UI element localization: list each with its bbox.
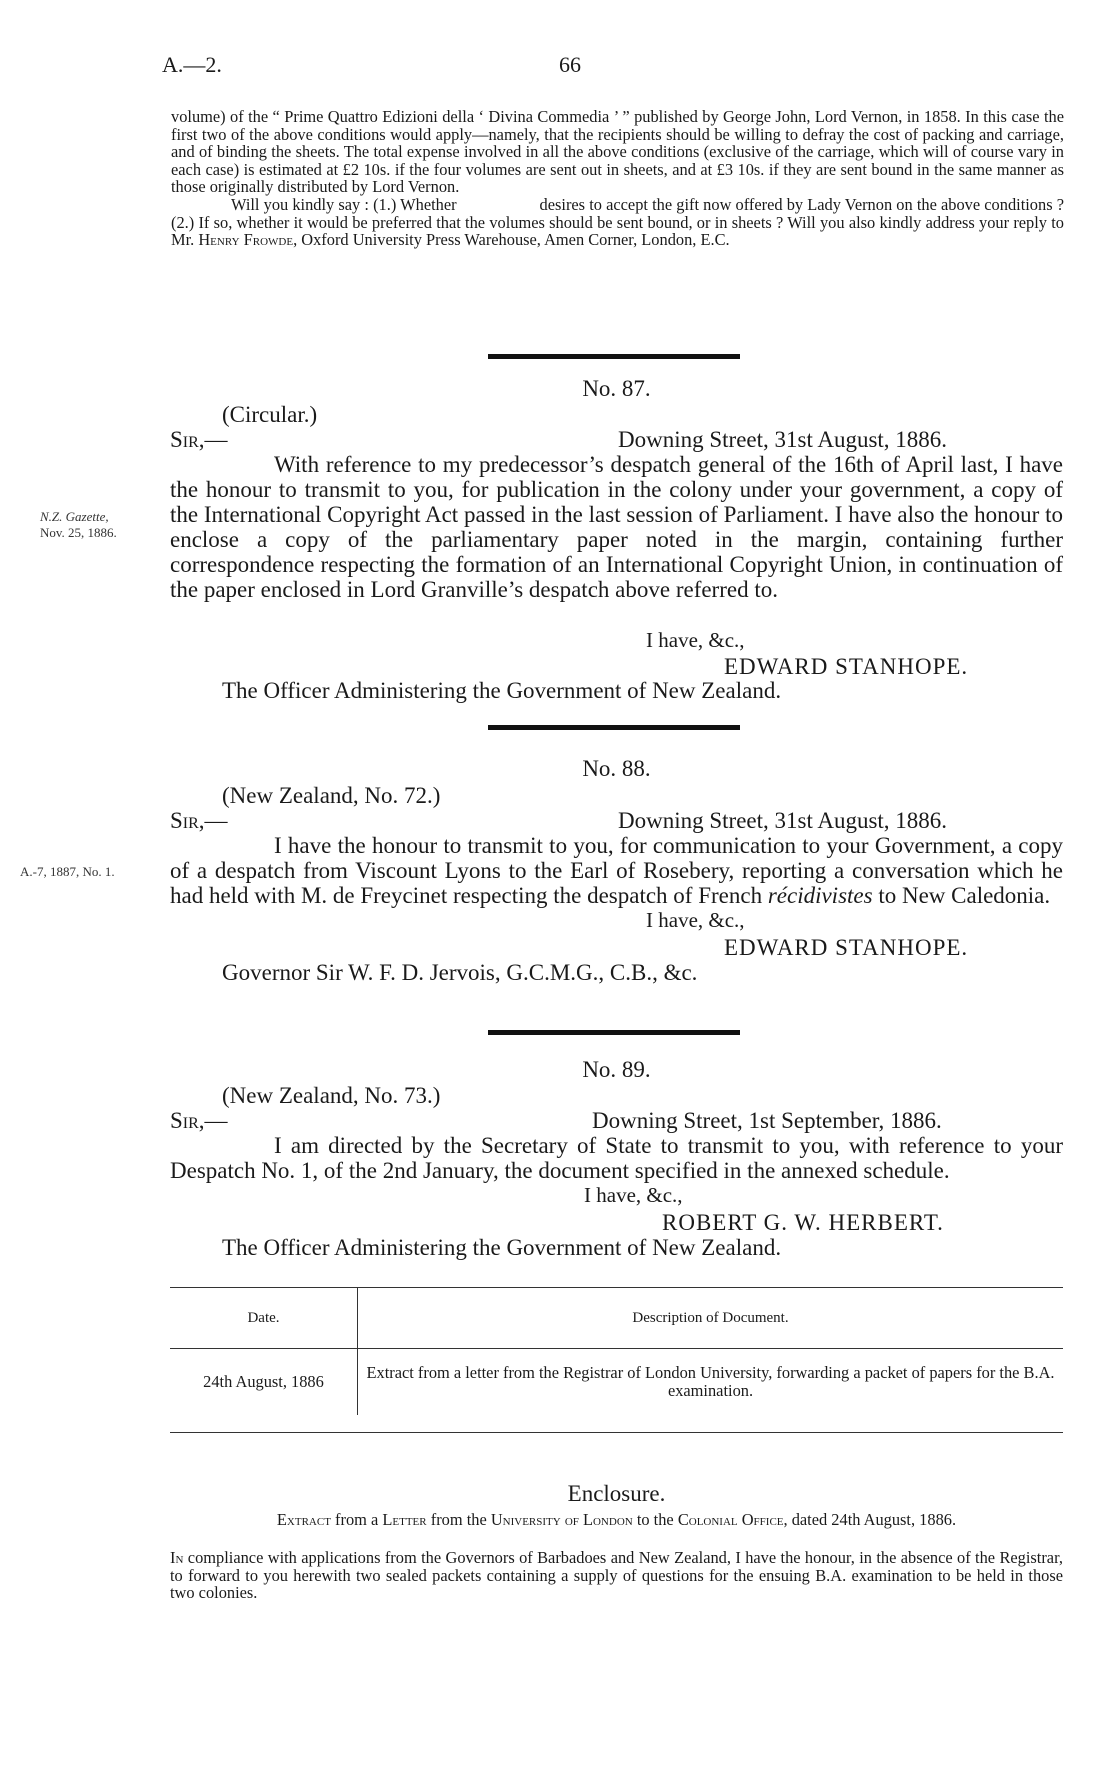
enclosure-initial: In (170, 1548, 184, 1567)
enclosure-paragraph (170, 1549, 1063, 1602)
enclosure-heading (170, 1511, 1063, 1529)
heading-part: from the (430, 1510, 487, 1529)
section-rule (488, 354, 740, 359)
continuation-text (171, 108, 1064, 249)
circular-label: (Circular.) (222, 402, 318, 427)
despatch-ref-89: (New Zealand, No. 73.) (222, 1083, 441, 1108)
inquiry-text: desires to accept the gift now offered by Lady Vernon on the above conditions ? (2.) If so, whether it would be preferred that the volumes should be sent bound, or in sheets ? Will you also kindly address your reply to Mr. (171, 194, 1064, 250)
row-date: 24th August, 1886 (170, 1349, 358, 1416)
despatch-number-88: No. 88. (582, 756, 651, 781)
table-bottom-rule (170, 1432, 1063, 1433)
heading-part: University of London (490, 1510, 633, 1529)
body-text-88-part2: to New Caledonia. (878, 883, 1051, 908)
addressee-87: The Officer Administering the Government of New Zealand. (222, 678, 782, 703)
addressee-88: Governor Sir W. F. D. Jervois, G.C.M.G., C.B., &c. (222, 960, 698, 985)
signature-87: EDWARD STANHOPE. (724, 654, 969, 679)
table-header-row (170, 1288, 1063, 1349)
closing-88: I have, &c., (646, 908, 745, 932)
heading-part: , dated 24th August, 1886. (783, 1510, 957, 1529)
despatch-number-87: No. 87. (582, 376, 651, 401)
section-rule (488, 725, 740, 730)
body-text-87: With reference to my predecessor’s despatch general of the 16th of April last, I have the honour to transmit to you, for publication in the colony under your government, a copy of the International Copyright Act passed in the last session of Parliament. I have also the honour to enclose a copy of the parliamentary paper noted in the margin, containing further correspondence respecting the formation of an International Copyright Union, in continuation of the paper enclosed in Lord Granville’s despatch above referred to. (170, 452, 1063, 602)
section-rule (488, 1030, 740, 1035)
enclosure-text: compliance with applications from the Governors of Barbadoes and New Zealand, I have the honour, in the absence of the Registrar, to forward to you herewith two sealed packets containing a supply of questions for the ensuing B.A. examination to be held in those two colonies. (170, 1548, 1063, 1603)
schedule-table (170, 1288, 1063, 1415)
column-header-description: Description of Document. (358, 1288, 1064, 1349)
row-description: Extract from a letter from the Registrar of London University, forwarding a packet of papers for the B.A. examination. (366, 1363, 1055, 1400)
salutation-87: Sir,— (170, 427, 228, 452)
heading-part: Letter (382, 1510, 427, 1529)
page-reference: A.—2. (162, 52, 222, 77)
body-text-88-italic: récidivistes (767, 883, 873, 908)
signature-88: EDWARD STANHOPE. (724, 935, 969, 960)
enclosure-body (170, 1549, 1063, 1602)
continuation-paragraph-2 (171, 196, 1064, 249)
despatch-body-89 (170, 1133, 1063, 1183)
dateline-87: Downing Street, 31st August, 1886. (618, 427, 948, 452)
heading-part: to the (636, 1510, 674, 1529)
salutation-89: Sir,— (170, 1108, 228, 1133)
continuation-paragraph-1: volume) of the “ Prime Quattro Edizioni della ‘ Divina Commedia ’ ” published by George John, Lord Vernon, in 1858. In this case the first two of the above conditions would apply—namely, that the recipients should be willing to defray the cost of packing and carriage, and of binding the sheets. The total expense involved in all the above conditions (exclusive of the carriage, which will of course vary in each case) is estimated at £2 10s. if the four volumes are sent out in sheets, and at £3 10s. if they are sent bound in the same manner as those originally distributed by Lord Vernon. (171, 107, 1064, 197)
closing-87: I have, &c., (646, 628, 745, 652)
margin-note-reference: A.-7, 1887, No. 1. (20, 864, 115, 879)
despatch-number-89: No. 89. (582, 1057, 651, 1082)
dateline-88: Downing Street, 31st August, 1886. (618, 808, 948, 833)
signature-89: ROBERT G. W. HERBERT. (662, 1210, 944, 1235)
enclosure-title: Enclosure. (567, 1481, 666, 1506)
page-number: 66 (559, 52, 581, 77)
inquiry-text-start: Will you kindly say : (1.) Whether (231, 194, 457, 214)
addressee-name: Henry Frowde (198, 230, 294, 250)
heading-part: Extract (276, 1510, 331, 1529)
addressee-89: The Officer Administering the Government of New Zealand. (222, 1235, 782, 1260)
body-text-89: I am directed by the Secretary of State to transmit to you, with reference to your Despatch No. 1, of the 2nd January, the document specified in the annexed schedule. (170, 1133, 1063, 1183)
closing-89: I have, &c., (584, 1183, 683, 1207)
heading-part: from a (335, 1510, 379, 1529)
table-row (170, 1349, 1063, 1416)
address-text: , Oxford University Press Warehouse, Amen Corner, London, E.C. (293, 230, 730, 250)
despatch-body-88 (170, 833, 1063, 908)
despatch-body-87 (170, 452, 1063, 602)
body-text-88 (170, 833, 1063, 908)
salutation-88: Sir,— (170, 808, 228, 833)
dateline-89: Downing Street, 1st September, 1886. (592, 1108, 942, 1133)
despatch-ref-88: (New Zealand, No. 72.) (222, 783, 441, 808)
heading-part: Colonial Office (677, 1510, 784, 1529)
body-text-88-part1: I have the honour to transmit to you, for communication to your Government, a copy of a despatch from Viscount Lyons to the Earl of Rosebery, reporting a conversation which he had held with M. de Freycinet respecting the despatch of French (170, 833, 1063, 908)
margin-note-gazette: N.Z. Gazette, (40, 509, 109, 524)
column-header-date: Date. (170, 1288, 358, 1349)
margin-note-gazette-date: Nov. 25, 1886. (40, 525, 117, 540)
